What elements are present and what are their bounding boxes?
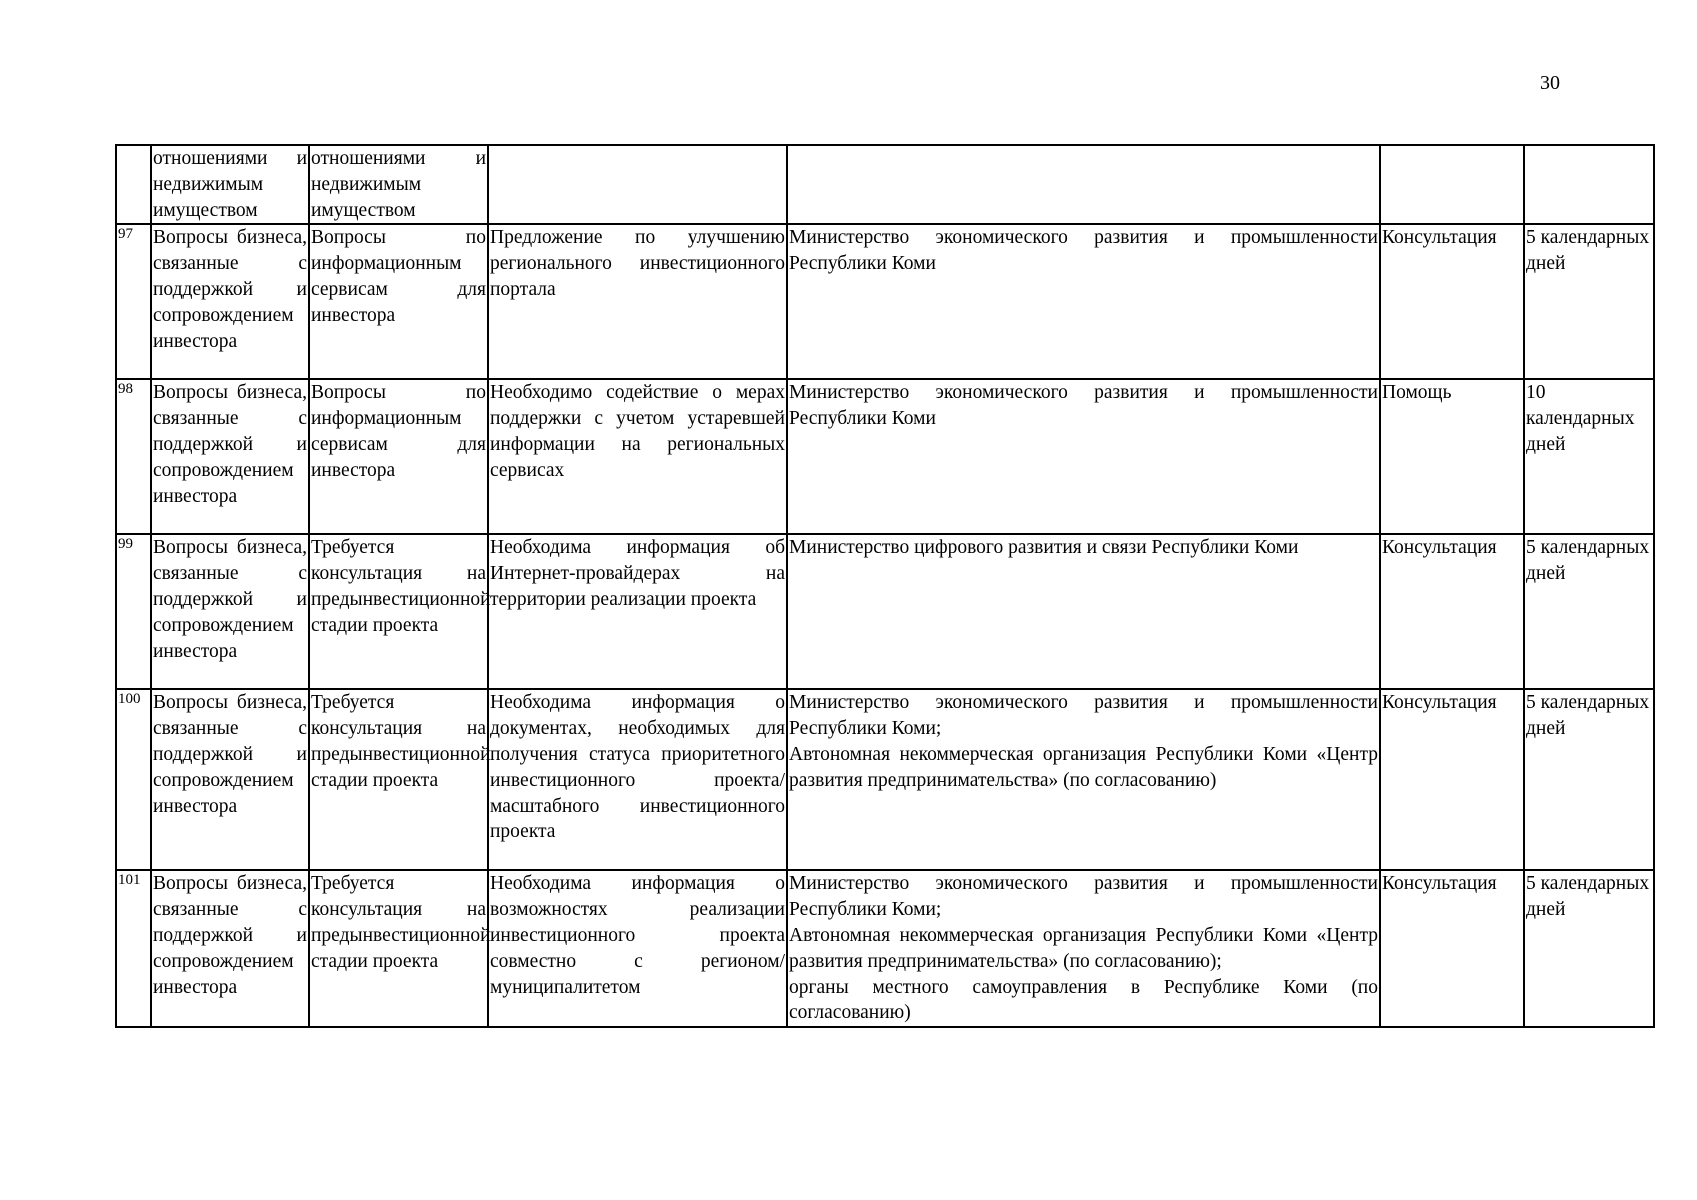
row-number: 101 (116, 870, 151, 1027)
row-request: Необходима информация о документах, необходимых для получения статуса приоритетного инвестиционного проекта/масштабного инвестиционного проекта (488, 689, 787, 870)
row-request: Предложение по улучшению регионального инвестиционного портала (488, 224, 787, 379)
organization-line: органы местного самоуправления в Республике Коми (по согласованию) (789, 976, 1378, 1024)
row-number: 97 (116, 224, 151, 379)
table-row (116, 689, 1654, 870)
row-organizations (787, 379, 1380, 534)
organization-line: Автономная некоммерческая организация Республики Коми «Центр развития предпринимательства» (по согласованию); (789, 924, 1378, 972)
row-number: 98 (116, 379, 151, 534)
row-request: Необходима информация об Интернет-провайдерах на территории реализации проекта (488, 534, 787, 689)
row-category: отношениями и недвижимым имуществом (151, 145, 309, 224)
row-category: Вопросы бизнеса, связанные с поддержкой и сопровождением инвестора (151, 224, 309, 379)
row-organizations (787, 689, 1380, 870)
row-term (1524, 145, 1654, 224)
row-type: Консультация (1380, 689, 1524, 870)
table-row (116, 224, 1654, 379)
row-type: Консультация (1380, 224, 1524, 379)
row-category: Вопросы бизнеса, связанные с поддержкой и сопровождением инвестора (151, 689, 309, 870)
table-row (116, 534, 1654, 689)
organization-line: Министерство цифрового развития и связи Республики Коми (789, 537, 1299, 559)
row-subcategory: отношениями и недвижимым имуществом (309, 145, 488, 224)
row-term: 10 календарных дней (1524, 379, 1654, 534)
row-subcategory: Вопросы по информационным сервисам для инвестора (309, 224, 488, 379)
appeals-table (115, 144, 1655, 1028)
row-term: 5 календарных дней (1524, 870, 1654, 1027)
row-type: Помощь (1380, 379, 1524, 534)
row-organizations (787, 224, 1380, 379)
row-request: Необходимо содействие о мерах поддержки с учетом устаревшей информации на региональных сервисах (488, 379, 787, 534)
row-subcategory: Вопросы по информационным сервисам для инвестора (309, 379, 488, 534)
row-request: Необходима информация о возможностях реализации инвестиционного проекта совместно с регионом/муниципалитетом (488, 870, 787, 1027)
row-number: 99 (116, 534, 151, 689)
row-type (1380, 145, 1524, 224)
row-subcategory: Требуется консультация на предынвестиционной стадии проекта (309, 689, 488, 870)
row-organizations (787, 870, 1380, 1027)
row-number: 100 (116, 689, 151, 870)
organization-line: Министерство экономического развития и промышленности Республики Коми; (789, 873, 1378, 921)
organization-line: Министерство экономического развития и промышленности Республики Коми; (789, 692, 1378, 740)
row-number (116, 145, 151, 224)
table-row-continuation (116, 145, 1654, 224)
row-organizations (787, 145, 1380, 224)
row-subcategory: Требуется консультация на предынвестиционной стадии проекта (309, 870, 488, 1027)
row-subcategory: Требуется консультация на предынвестиционной стадии проекта (309, 534, 488, 689)
row-term: 5 календарных дней (1524, 534, 1654, 689)
row-type: Консультация (1380, 870, 1524, 1027)
organization-line: Автономная некоммерческая организация Республики Коми «Центр развития предпринимательства» (по согласованию) (789, 743, 1378, 791)
organization-line: Министерство экономического развития и промышленности Республики Коми (789, 227, 1378, 275)
row-request (488, 145, 787, 224)
row-category: Вопросы бизнеса, связанные с поддержкой и сопровождением инвестора (151, 870, 309, 1027)
row-term: 5 календарных дней (1524, 689, 1654, 870)
row-type: Консультация (1380, 534, 1524, 689)
organization-line: Министерство экономического развития и промышленности Республики Коми (789, 382, 1378, 430)
row-organizations (787, 534, 1380, 689)
table-row (116, 379, 1654, 534)
row-term: 5 календарных дней (1524, 224, 1654, 379)
row-category: Вопросы бизнеса, связанные с поддержкой и сопровождением инвестора (151, 379, 309, 534)
page-number: 30 (1540, 72, 1560, 94)
table-row (116, 870, 1654, 1027)
row-category: Вопросы бизнеса, связанные с поддержкой и сопровождением инвестора (151, 534, 309, 689)
